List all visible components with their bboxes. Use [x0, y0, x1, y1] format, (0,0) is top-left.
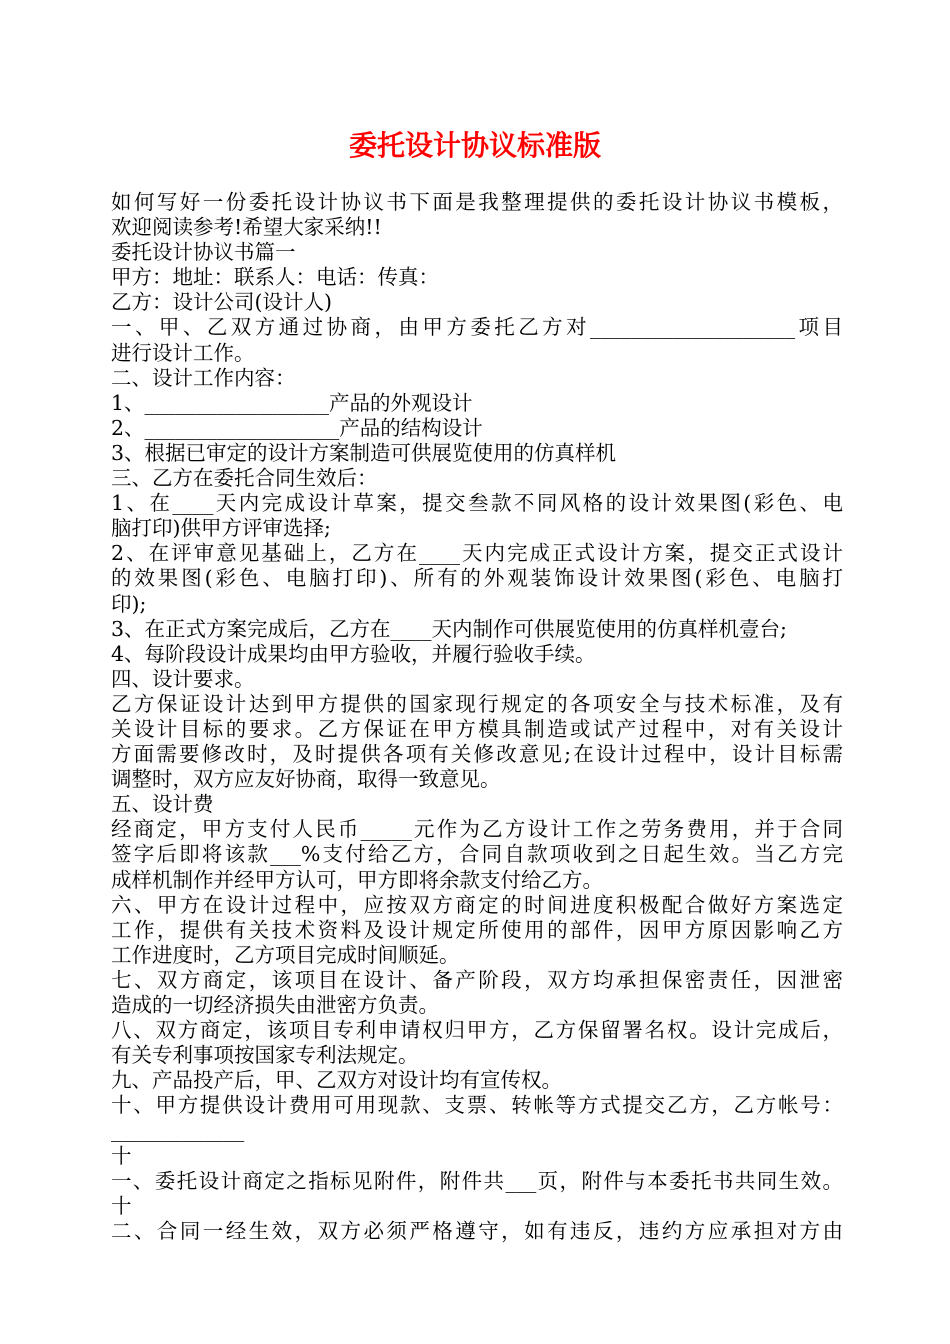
text-line: 工作进度时，乙方项目完成时间顺延。	[111, 942, 460, 967]
text-line: 有关专利事项按国家专利法规定。	[111, 1043, 419, 1068]
text-line: _____________	[111, 1118, 245, 1143]
text-line: 3、根据已审定的设计方案制造可供展览使用的仿真样机	[111, 440, 617, 465]
text-line: 二、设计工作内容：	[111, 365, 296, 390]
text-line: 十	[111, 1143, 132, 1168]
text-line: 3、在正式方案完成后，乙方在____天内制作可供展览使用的仿真样机壹台;	[111, 616, 787, 641]
text-line: 九、产品投产后，甲、乙双方对设计均有宣传权。	[111, 1068, 562, 1093]
text-line: 4、每阶段设计成果均由甲方验收，并履行验收手续。	[111, 641, 596, 666]
text-line: 进行设计工作。	[111, 340, 255, 365]
text-line: 工作，提供有关技术资料及设计规定所使用的部件，因甲方原因影响乙方	[111, 917, 843, 942]
text-line: 印);	[111, 591, 147, 616]
text-line: 六、甲方在设计过程中，应按双方商定的时间进度积极配合做好方案选定	[111, 892, 843, 917]
text-line: 2、___________________产品的结构设计	[111, 415, 483, 440]
text-line: 四、设计要求。	[111, 666, 255, 691]
text-line: 1、__________________产品的外观设计	[111, 390, 473, 415]
text-line: 关设计目标的要求。乙方保证在甲方模具制造或试产过程中，对有关设计	[111, 716, 843, 741]
text-line: 乙方：设计公司(设计人)	[111, 290, 332, 315]
text-line: 八、双方商定，该项目专利申请权归甲方，乙方保留署名权。设计完成后，	[111, 1018, 843, 1043]
text-line: 成样机制作并经甲方认可，甲方即将余款支付给乙方。	[111, 867, 603, 892]
text-line: 如何写好一份委托设计协议书下面是我整理提供的委托设计协议书模板，	[111, 190, 843, 214]
text-line: 的效果图(彩色、电脑打印)、所有的外观装饰设计效果图(彩色、电脑打	[111, 566, 843, 591]
text-line: 一、甲、乙双方通过协商，由甲方委托乙方对____________________项目	[111, 315, 843, 340]
text-line: 签字后即将该款___%支付给乙方，合同自款项收到之日起生效。当乙方完	[111, 842, 843, 867]
text-line: 经商定，甲方支付人民币_____元作为乙方设计工作之劳务费用，并于合同	[111, 817, 843, 842]
text-line: 一、委托设计商定之指标见附件，附件共___页，附件与本委托书共同生效。	[111, 1168, 843, 1193]
document-body	[111, 190, 843, 1244]
document-title: 委托设计协议标准版	[348, 129, 601, 162]
text-line: 二、合同一经生效，双方必须严格遵守，如有违反，违约方应承担对方由	[111, 1218, 843, 1243]
text-line: 十	[111, 1193, 132, 1218]
text-line: 1、在____天内完成设计草案，提交叁款不同风格的设计效果图(彩色、电	[111, 491, 843, 516]
text-line: 七、双方商定，该项目在设计、备产阶段，双方均承担保密责任，因泄密	[111, 967, 843, 992]
text-line: 委托设计协议书篇一	[111, 240, 296, 265]
text-line: 方面需要修改时，及时提供各项有关修改意见;在设计过程中，设计目标需	[111, 742, 843, 767]
text-line: 2、在评审意见基础上，乙方在____天内完成正式设计方案，提交正式设计	[111, 541, 843, 566]
text-line: 甲方：地址：联系人：电话：传真：	[111, 265, 439, 290]
text-line: 调整时，双方应友好协商，取得一致意见。	[111, 767, 501, 792]
text-line: 三、乙方在委托合同生效后：	[111, 466, 378, 491]
text-line: 脑打印)供甲方评审选择;	[111, 516, 331, 541]
text-line: 乙方保证设计达到甲方提供的国家现行规定的各项安全与技术标准，及有	[111, 691, 843, 716]
text-line: 造成的一切经济损失由泄密方负责。	[111, 993, 439, 1017]
text-line: 欢迎阅读参考!希望大家采纳!!	[111, 215, 382, 240]
text-line: 十、甲方提供设计费用可用现款、支票、转帐等方式提交乙方，乙方帐号：	[111, 1093, 843, 1118]
text-line: 五、设计费	[111, 792, 214, 817]
